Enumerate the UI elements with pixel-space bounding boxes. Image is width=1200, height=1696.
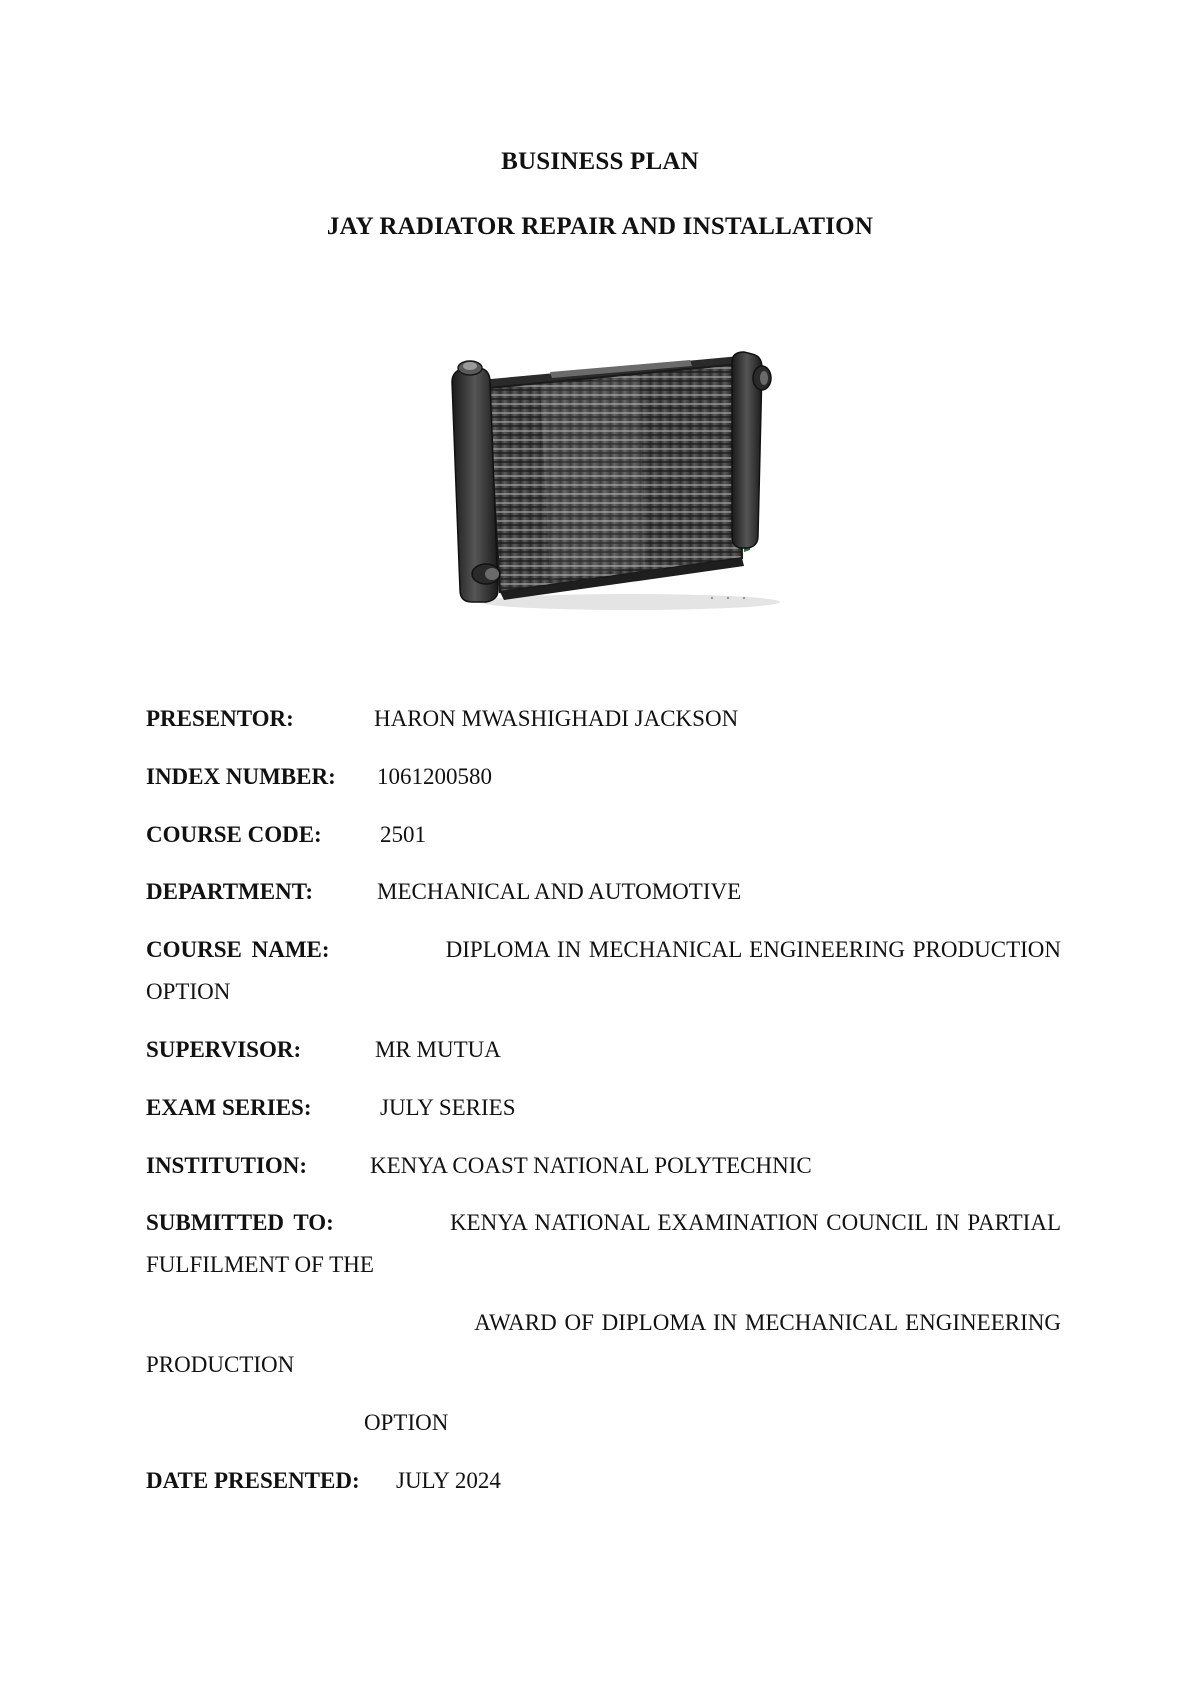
exam-series-label: EXAM SERIES: bbox=[146, 1095, 312, 1120]
course-name-value: DIPLOMA IN MECHANICAL ENGINEERING PRODUCTION bbox=[445, 937, 1061, 962]
date-presented-label: DATE PRESENTED: bbox=[146, 1468, 360, 1493]
submitted-to-value-5: OPTION bbox=[364, 1410, 449, 1435]
course-name-value-continued: OPTION bbox=[146, 979, 231, 1004]
exam-series-value: JULY SERIES bbox=[380, 1095, 516, 1120]
radiator-image bbox=[440, 340, 800, 620]
index-number-value: 1061200580 bbox=[377, 764, 492, 789]
document-title: BUSINESS PLAN bbox=[501, 148, 699, 175]
date-presented-value: JULY 2024 bbox=[396, 1468, 501, 1493]
course-code-label: COURSE CODE: bbox=[146, 822, 322, 847]
institution-label: INSTITUTION: bbox=[146, 1153, 308, 1178]
submitted-to-value-2: FULFILMENT OF THE bbox=[146, 1252, 374, 1277]
institution-value: KENYA COAST NATIONAL POLYTECHNIC bbox=[370, 1153, 812, 1178]
supervisor-value: MR MUTUA bbox=[375, 1037, 501, 1062]
business-name: JAY RADIATOR REPAIR AND INSTALLATION bbox=[326, 213, 874, 240]
presentor-value: HARON MWASHIGHADI JACKSON bbox=[374, 706, 739, 731]
presentor-label: PRESENTOR: bbox=[146, 706, 294, 731]
supervisor-label: SUPERVISOR: bbox=[146, 1037, 302, 1062]
department-label: DEPARTMENT: bbox=[146, 879, 313, 904]
course-name-label: COURSE NAME: bbox=[146, 937, 330, 962]
course-code-value: 2501 bbox=[380, 822, 426, 847]
submitted-to-label: SUBMITTED TO: bbox=[146, 1210, 334, 1235]
department-value: MECHANICAL AND AUTOMOTIVE bbox=[377, 879, 742, 904]
submitted-to-value: KENYA NATIONAL EXAMINATION COUNCIL IN PARTIAL bbox=[449, 1210, 1061, 1235]
submitted-to-value-4: PRODUCTION bbox=[146, 1352, 295, 1377]
submitted-to-value-3: AWARD OF DIPLOMA IN MECHANICAL ENGINEERING bbox=[474, 1310, 1061, 1335]
index-number-label: INDEX NUMBER: bbox=[146, 764, 336, 789]
